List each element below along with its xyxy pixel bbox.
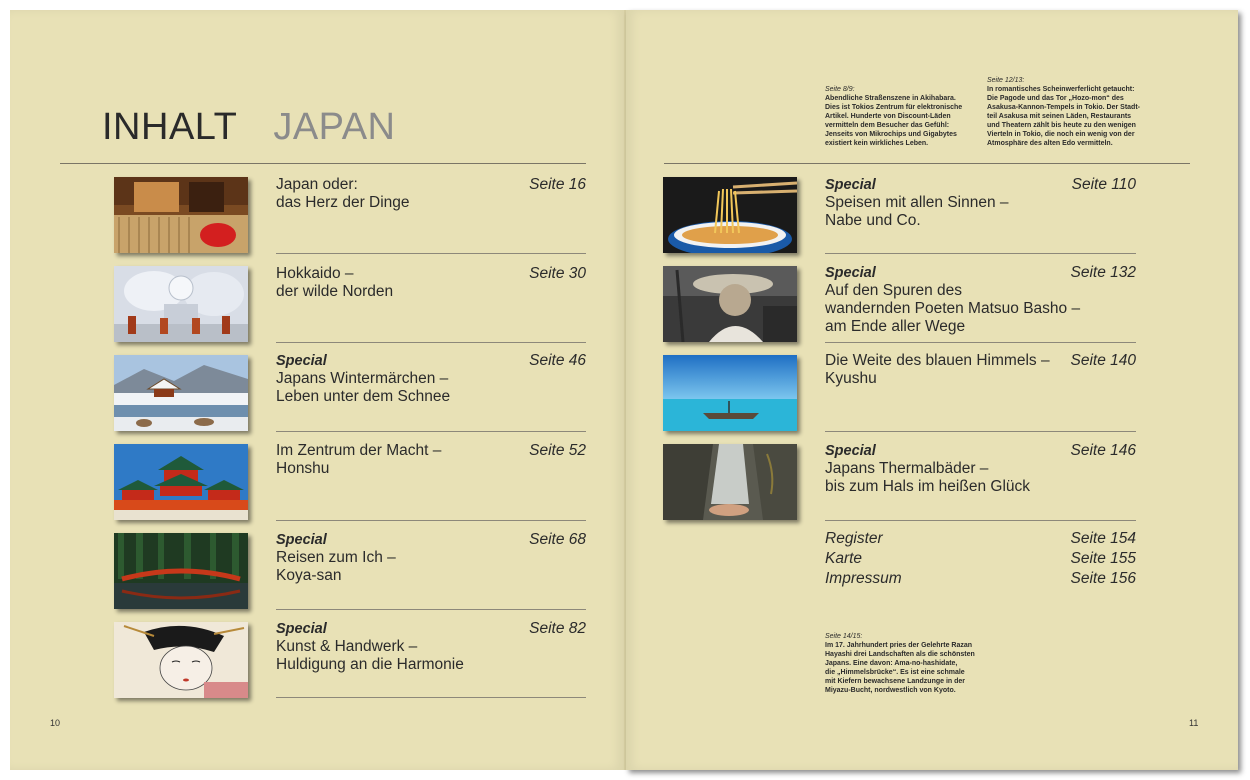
caption-seite-8-9: Seite 8/9: Abendliche Straßenszene in Akihabara. Dies ist Tokios Zentrum für elektronische Artikel. Hunderte von Discount-Läden vermitteln dem Besucher das Gefühl: Jenseits von Mikrochips und Gigabytes existiert kein wirkliches Leben.: [825, 86, 963, 147]
left-title-rule: [60, 163, 586, 164]
thumb-hot-spring: [663, 444, 797, 520]
title-japan: JAPAN: [273, 106, 396, 148]
karte-page: Seite 155: [1070, 550, 1136, 567]
entry-divider: [276, 697, 586, 698]
entry-page-number: Seite 68: [529, 531, 586, 548]
entry-text: Japan oder: das Herz der Dinge: [276, 176, 410, 211]
entry-divider: [276, 609, 586, 610]
entry-text: Im Zentrum der Macht – Honshu: [276, 442, 442, 477]
thumb-snowy-pavilion: [114, 355, 248, 431]
entry-divider: [276, 431, 586, 432]
entry-divider: [276, 253, 586, 254]
thumb-wooden-house: [114, 177, 248, 253]
karte-label: Karte: [825, 550, 863, 567]
thumb-snow-sculpture: [114, 266, 248, 342]
entry-divider: [825, 342, 1136, 343]
title-inhalt: INHALT: [102, 106, 238, 148]
entry-page-number: Seite 52: [529, 442, 586, 459]
caption-seite-12-13: Seite 12/13: In romantisches Scheinwerferlicht getaucht: Die Pagode und das Tor „Hozo-mon“ des Asakusa-Kannon-Tempels in Tokio. Der Stadt- teil Asakusa mit seinen Läden, Restaurants und Theatern zählt bis heute zu den wenigen Vierteln in Tokio, die noch ein wenig von der Atmosphäre des alten Edo vermitteln.: [987, 77, 1140, 147]
entry-page-number: Seite 146: [1070, 442, 1136, 459]
entry-text: Special Kunst & Handwerk – Huldigung an die Harmonie: [276, 621, 464, 673]
thumb-red-temple: [114, 444, 248, 520]
entry-divider: [276, 342, 586, 343]
thumb-blue-sea: [663, 355, 797, 431]
entry-page-number: Seite 30: [529, 265, 586, 282]
left-page-number: 10: [50, 718, 61, 728]
page-title: [102, 106, 396, 149]
entry-page-number: Seite 46: [529, 352, 586, 369]
entry-page-number: Seite 82: [529, 620, 586, 637]
entry-page-number: Seite 110: [1071, 176, 1136, 193]
right-page-number: 11: [1189, 718, 1199, 728]
thumb-pilgrim: [663, 266, 797, 342]
impressum-label: Impressum: [825, 570, 902, 587]
entry-text: Special Japans Thermalbäder – bis zum Hals im heißen Glück: [825, 443, 1031, 495]
entry-text: Special Speisen mit allen Sinnen – Nabe und Co.: [825, 177, 1009, 229]
register-label: Register: [825, 530, 883, 547]
entry-text: Die Weite des blauen Himmels – Kyushu: [825, 352, 1050, 387]
entry-text: Hokkaido – der wilde Norden: [276, 265, 394, 300]
impressum-page: Seite 156: [1070, 570, 1136, 587]
thumb-ukiyo-e: [114, 622, 248, 698]
entry-text: Special Japans Wintermärchen – Leben unter dem Schnee: [276, 353, 451, 405]
thumb-noodle-bowl: [663, 177, 797, 253]
entry-divider: [825, 253, 1136, 254]
entry-page-number: Seite 16: [529, 176, 586, 193]
entry-divider: [825, 520, 1136, 521]
entry-divider: [276, 520, 586, 521]
entry-text: Special Auf den Spuren des wandernden Poeten Matsuo Basho – am Ende aller Wege: [825, 265, 1081, 335]
entry-page-number: Seite 140: [1070, 352, 1136, 369]
entry-divider: [825, 431, 1136, 432]
thumb-red-bridge: [114, 533, 248, 609]
right-title-rule: [664, 163, 1190, 164]
caption-seite-14-15: Seite 14/15: Im 17. Jahrhundert pries der Gelehrte Razan Hayashi drei Landschaften als die schönsten Japans. Eine davon: Ama-no-hashidate, die „Himmelsbrücke“. Es ist eine schmale mit Kiefern bewachsene Landzunge in der Miyazu-Bucht, nordwestlich von Kyoto.: [825, 633, 975, 694]
entry-page-number: Seite 132: [1070, 264, 1136, 281]
entry-text: Special Reisen zum Ich – Koya-san: [276, 532, 396, 584]
register-page: Seite 154: [1070, 530, 1136, 547]
